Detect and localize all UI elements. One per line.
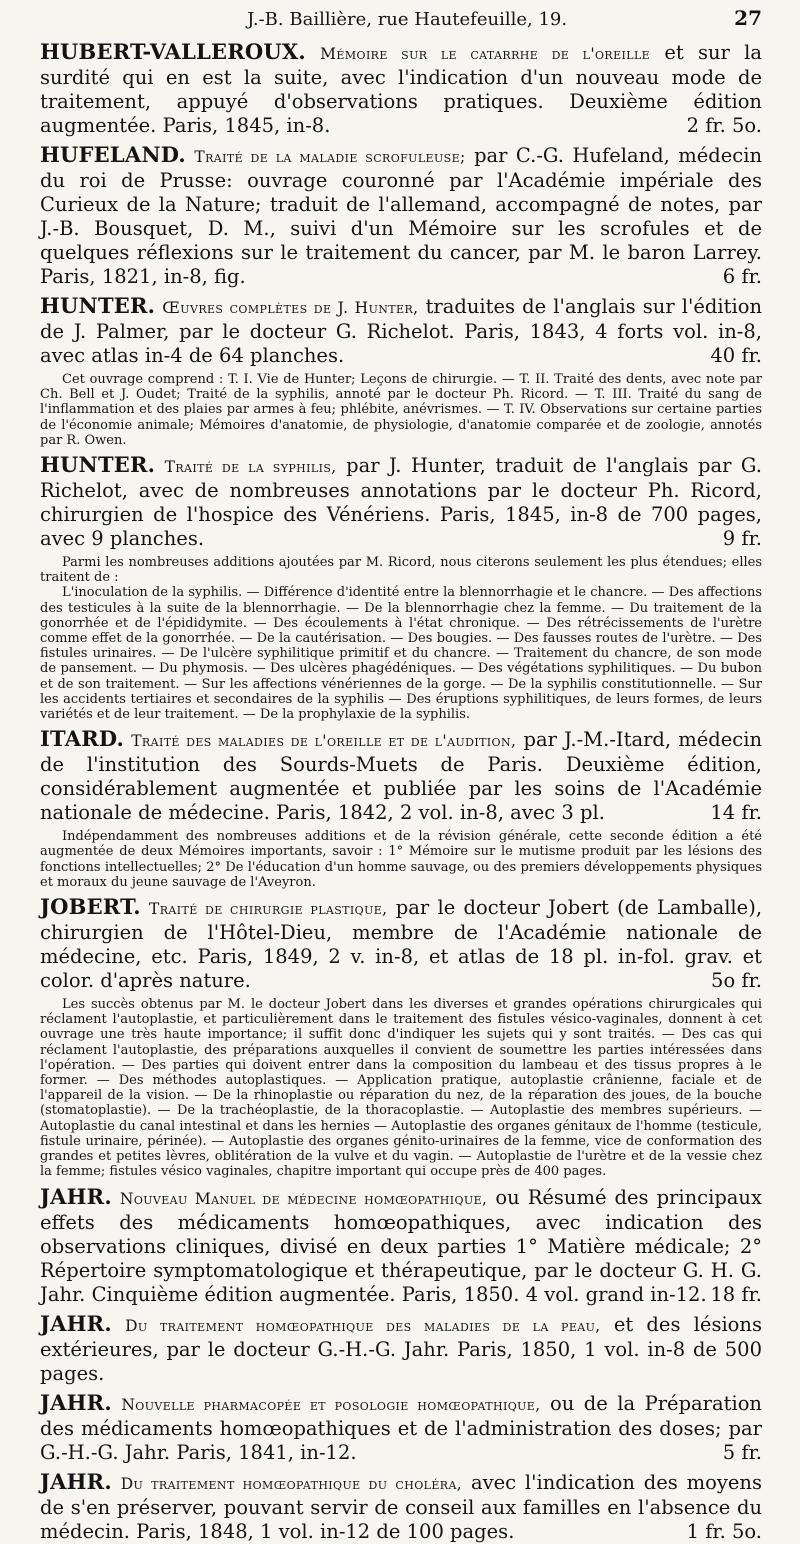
- entry-title: Du traitement homœopathique des maladies de la peau,: [125, 1316, 601, 1335]
- entry-author: HUBERT-VALLEROUX.: [40, 39, 306, 64]
- catalog-entry: [40, 1312, 762, 1386]
- entry-text: [40, 727, 762, 825]
- note-paragraph: Les succès obtenus par M. le docteur Jobert dans les diverses et grandes opérations chirurgicales qui réclament l'autoplastie, et particulièrement dans le traitement des fistules vésico-vaginales, donnent à cet ouvrage une très haute importance; il suffit donc d'indiquer les sujets qui y sont traités. — Des cas qui réclament l'autoplastie, des préparations auxquelles il convient de soumettre les parties intéressées dans l'opération. — Des parties qui doivent entrer dans la composition du lambeau et des tissus propres à le former. — Des méthodes autoplastiques. — Application pratique, autoplastie crânienne, faciale et de l'appareil de la vision. — De la rhinoplastie ou réparation du nez, de la réparation des joues, de la bouche (stomatoplastie). — De la trachéoplastie, de la thoracoplastie. — Autoplastie des membres supérieurs. — Autoplastie du canal intestinal et dans les hernies — Autoplastie des organes génitaux de l'homme (testicule, fistule urinaire, périnée). — Autoplastie des organes génito-urinaires de la femme, vice de conformation des grandes et petites lèvres, oblitération de la vulve et du vagin. — Autoplastie de l'urètre et de la vessie chez la femme; fistules vésico vaginales, chapitre important qui occupe près de 400 pages.: [40, 997, 762, 1180]
- entry-note: [40, 997, 762, 1179]
- entry-text: [40, 40, 762, 138]
- entry-title: Traité de chirurgie plastique,: [148, 900, 388, 919]
- entry-note: [40, 372, 762, 448]
- entry-author: JAHR.: [40, 1310, 112, 1336]
- entry-description: et sur la surdité qui en est la suite, avec l'indication d'un nouveau mode de traitement, appuyé d'observations pratiques. Deuxième édition augmentée. Paris, 1845, in-8.: [40, 41, 762, 137]
- catalog-entry: [40, 294, 762, 448]
- entry-title: Œuvres complètes de J. Hunter,: [162, 299, 419, 317]
- entry-note: [40, 829, 762, 890]
- entry-description: par J. Hunter, traduit de l'anglais par G. Richelot, avec de nombreuses annotations par le docteur Ph. Ricord, chirurgien de l'hospice des Vénériens. Paris, 1845, in-8 de 700 pages, avec 9 planches.: [40, 454, 762, 551]
- page-number: 27: [734, 6, 762, 30]
- entry-description: ou de la Préparation des médicaments homœopathiques et de l'administration des doses; par G.-H.-G. Jahr. Paris, 1841, in-12.: [40, 1391, 762, 1464]
- entry-text: [40, 453, 762, 551]
- entry-price: 5o fr.: [711, 969, 762, 993]
- running-head: J.-B. Baillière, rue Hautefeuille, 19.: [247, 9, 568, 30]
- entry-title: Nouvelle pharmacopée et posologie homœopathique,: [121, 1395, 541, 1414]
- entry-title: Traité des maladies de l'oreille et de l'audition,: [131, 732, 517, 751]
- catalog-entry: [40, 1391, 762, 1465]
- entry-price: 14 fr.: [710, 801, 762, 825]
- entry-price: 9 fr.: [722, 527, 762, 551]
- entry-text: [40, 143, 762, 289]
- entry-title: Du traitement homœopathique du choléra,: [120, 1474, 463, 1493]
- entry-title: Traité de la syphilis,: [164, 458, 337, 477]
- entry-author: JAHR.: [40, 1468, 112, 1494]
- entry-text: [40, 1391, 762, 1465]
- entry-description: ou Résumé des principaux effets des médicaments homœopathiques, avec indication des observations cliniques, divisé en deux parties 1° Matière médicale; 2° Répertoire symptomatologique et thérapeutique, par le docteur G. H. G. Jahr. Cinquième édition augmentée. Paris, 1850. 4 vol. grand in-12.: [40, 1185, 762, 1306]
- catalog-entry: [40, 1185, 762, 1307]
- entry-author: ITARD.: [40, 726, 125, 752]
- catalog-entry: [40, 895, 762, 1179]
- entry-description: avec l'indication des moyens de s'en préserver, pouvant servir de conseil aux familles en l'absence du médecin. Paris, 1848, 1 vol. in-12 de 100 pages.: [40, 1470, 762, 1543]
- entry-title: Mémoire sur le catarrhe de l'oreille: [320, 45, 651, 63]
- catalog-entry: [40, 453, 762, 722]
- entry-author: JAHR.: [40, 1183, 112, 1209]
- entry-author: HUNTER.: [40, 293, 156, 318]
- entry-note: [40, 555, 762, 722]
- entry-description: par le docteur Jobert (de Lamballe), chirurgien de l'Hôtel-Dieu, membre de l'Académie nationale de médecine, etc. Paris, 1849, 2 v. in-8, et atlas de 18 pl. in-fol. grav. et color. d'après nature.: [40, 896, 763, 993]
- entry-author: HUFELAND.: [40, 142, 186, 167]
- entry-text: [40, 1185, 762, 1307]
- entry-description: par J.-M.-Itard, médecin de l'institution des Sourds-Muets de Paris. Deuxième édition, considérablement augmentée et publiée par les soins de l'Académie nationale de médecine. Paris, 1842, 2 vol. in-8, avec 3 pl.: [40, 728, 762, 825]
- entry-price: 5 fr.: [722, 1440, 762, 1464]
- entry-description: par C.-G. Hufeland, médecin du roi de Prusse: ouvrage couronné par l'Académie impériale des Curieux de la Nature; traduit de l'allemand, accompagné de notes, par J.-B. Bousquet, D. M., suivi d'un Mémoire sur les scrofules et de quelques réflexions sur le traitement du cancer, par M. le baron Larrey. Paris, 1821, in-8, fig.: [40, 144, 763, 288]
- entry-price: 1 fr. 5o.: [686, 1519, 762, 1543]
- note-paragraph: Parmi les nombreuses additions ajoutées par M. Ricord, nous citerons seulement les plus étendues; elles traitent de :: [40, 555, 762, 586]
- entry-text: [40, 1470, 762, 1544]
- entry-text: [40, 1312, 762, 1386]
- entry-title: Traité de la maladie scrofuleuse;: [194, 148, 466, 166]
- entry-text: [40, 294, 762, 368]
- entry-price: 18 fr.: [710, 1282, 762, 1306]
- note-paragraph: Indépendamment des nombreuses additions et de la révision générale, cette seconde édition a été augmentée de deux Mémoires importants, savoir : 1° Mémoire sur le mutisme produit par les lésions des fonctions intellectuelles; 2° De l'éducation d'un homme sauvage, ou des premiers développements physiques et moraux du jeune sauvage de l'Aveyron.: [40, 829, 762, 890]
- catalog-entry: [40, 143, 762, 289]
- entry-author: JAHR.: [40, 1389, 112, 1415]
- entry-price: 6 fr.: [722, 265, 762, 288]
- catalog-entry: [40, 1470, 762, 1544]
- entry-price: 2 fr. 5o.: [686, 114, 762, 137]
- entry-price: 40 fr.: [710, 344, 762, 367]
- entry-description: traduites de l'anglais sur l'édition de J. Palmer, par le docteur G. Richelot. Paris, 1843, 4 forts vol. in-8, avec atlas in-4 de 64 planches.: [40, 295, 763, 367]
- catalog-entries: [40, 40, 762, 1544]
- entry-description: et des lésions extérieures, par le docteur G.-H.-G. Jahr. Paris, 1850, 1 vol. in-8 de 500 pages.: [40, 1312, 762, 1385]
- entry-title: Nouveau Manuel de médecine homœopathique,: [119, 1189, 488, 1208]
- entry-author: HUNTER.: [40, 452, 156, 478]
- note-paragraph: Cet ouvrage comprend : T. I. Vie de Hunter; Leçons de chirurgie. — T. II. Traité des dents, avec note par Ch. Bell et J. Oudet; Traité de la syphilis, annoté par le docteur Ph. Ricord. — T. III. Traité du sang de l'inflammation et des plaies par armes à feu; phlébite, anévrismes. — T. IV. Observations sur certaine parties de l'économie animale; Mémoires d'anatomie, de physiologie, d'anatomie comparée et de zoologie, annotés par R. Owen.: [40, 372, 762, 448]
- entry-text: [40, 895, 762, 993]
- catalog-entry: [40, 727, 762, 890]
- note-paragraph: L'inoculation de la syphilis. — Différence d'identité entre la blennorrhagie et le chancre. — Des affections des testicules à la suite de la blennorrhagie. — De la blennorrhagie chez la femme. — Du traitement de la gonorrhée et de l'épididymite. — Des écoulements à l'état chronique. — Des rétrécissements de l'urètre comme effet de la gonorrhée. — De la cautérisation. — Des bougies. — Des fausses routes de l'urètre. — Des fistules urinaires. — De l'ulcère syphilitique primitif et du chancre. — Traitement du chancre, de son mode de pansement. — Du phymosis. — Des ulcères phagédéniques. — Des végétations syphilitiques. — Du bubon et de son traitement. — Sur les affections vénériennes de la gorge. — De la syphilis constitutionnelle. — Sur les accidents tertiaires et secondaires de la syphilis — Des éruptions syphilitiques, de leurs formes, de leurs variétés et de leur traitement. — De la prophylaxie de la syphilis.: [40, 585, 762, 723]
- entry-author: JOBERT.: [40, 894, 141, 920]
- catalog-entry: [40, 40, 762, 138]
- running-header: [40, 6, 762, 30]
